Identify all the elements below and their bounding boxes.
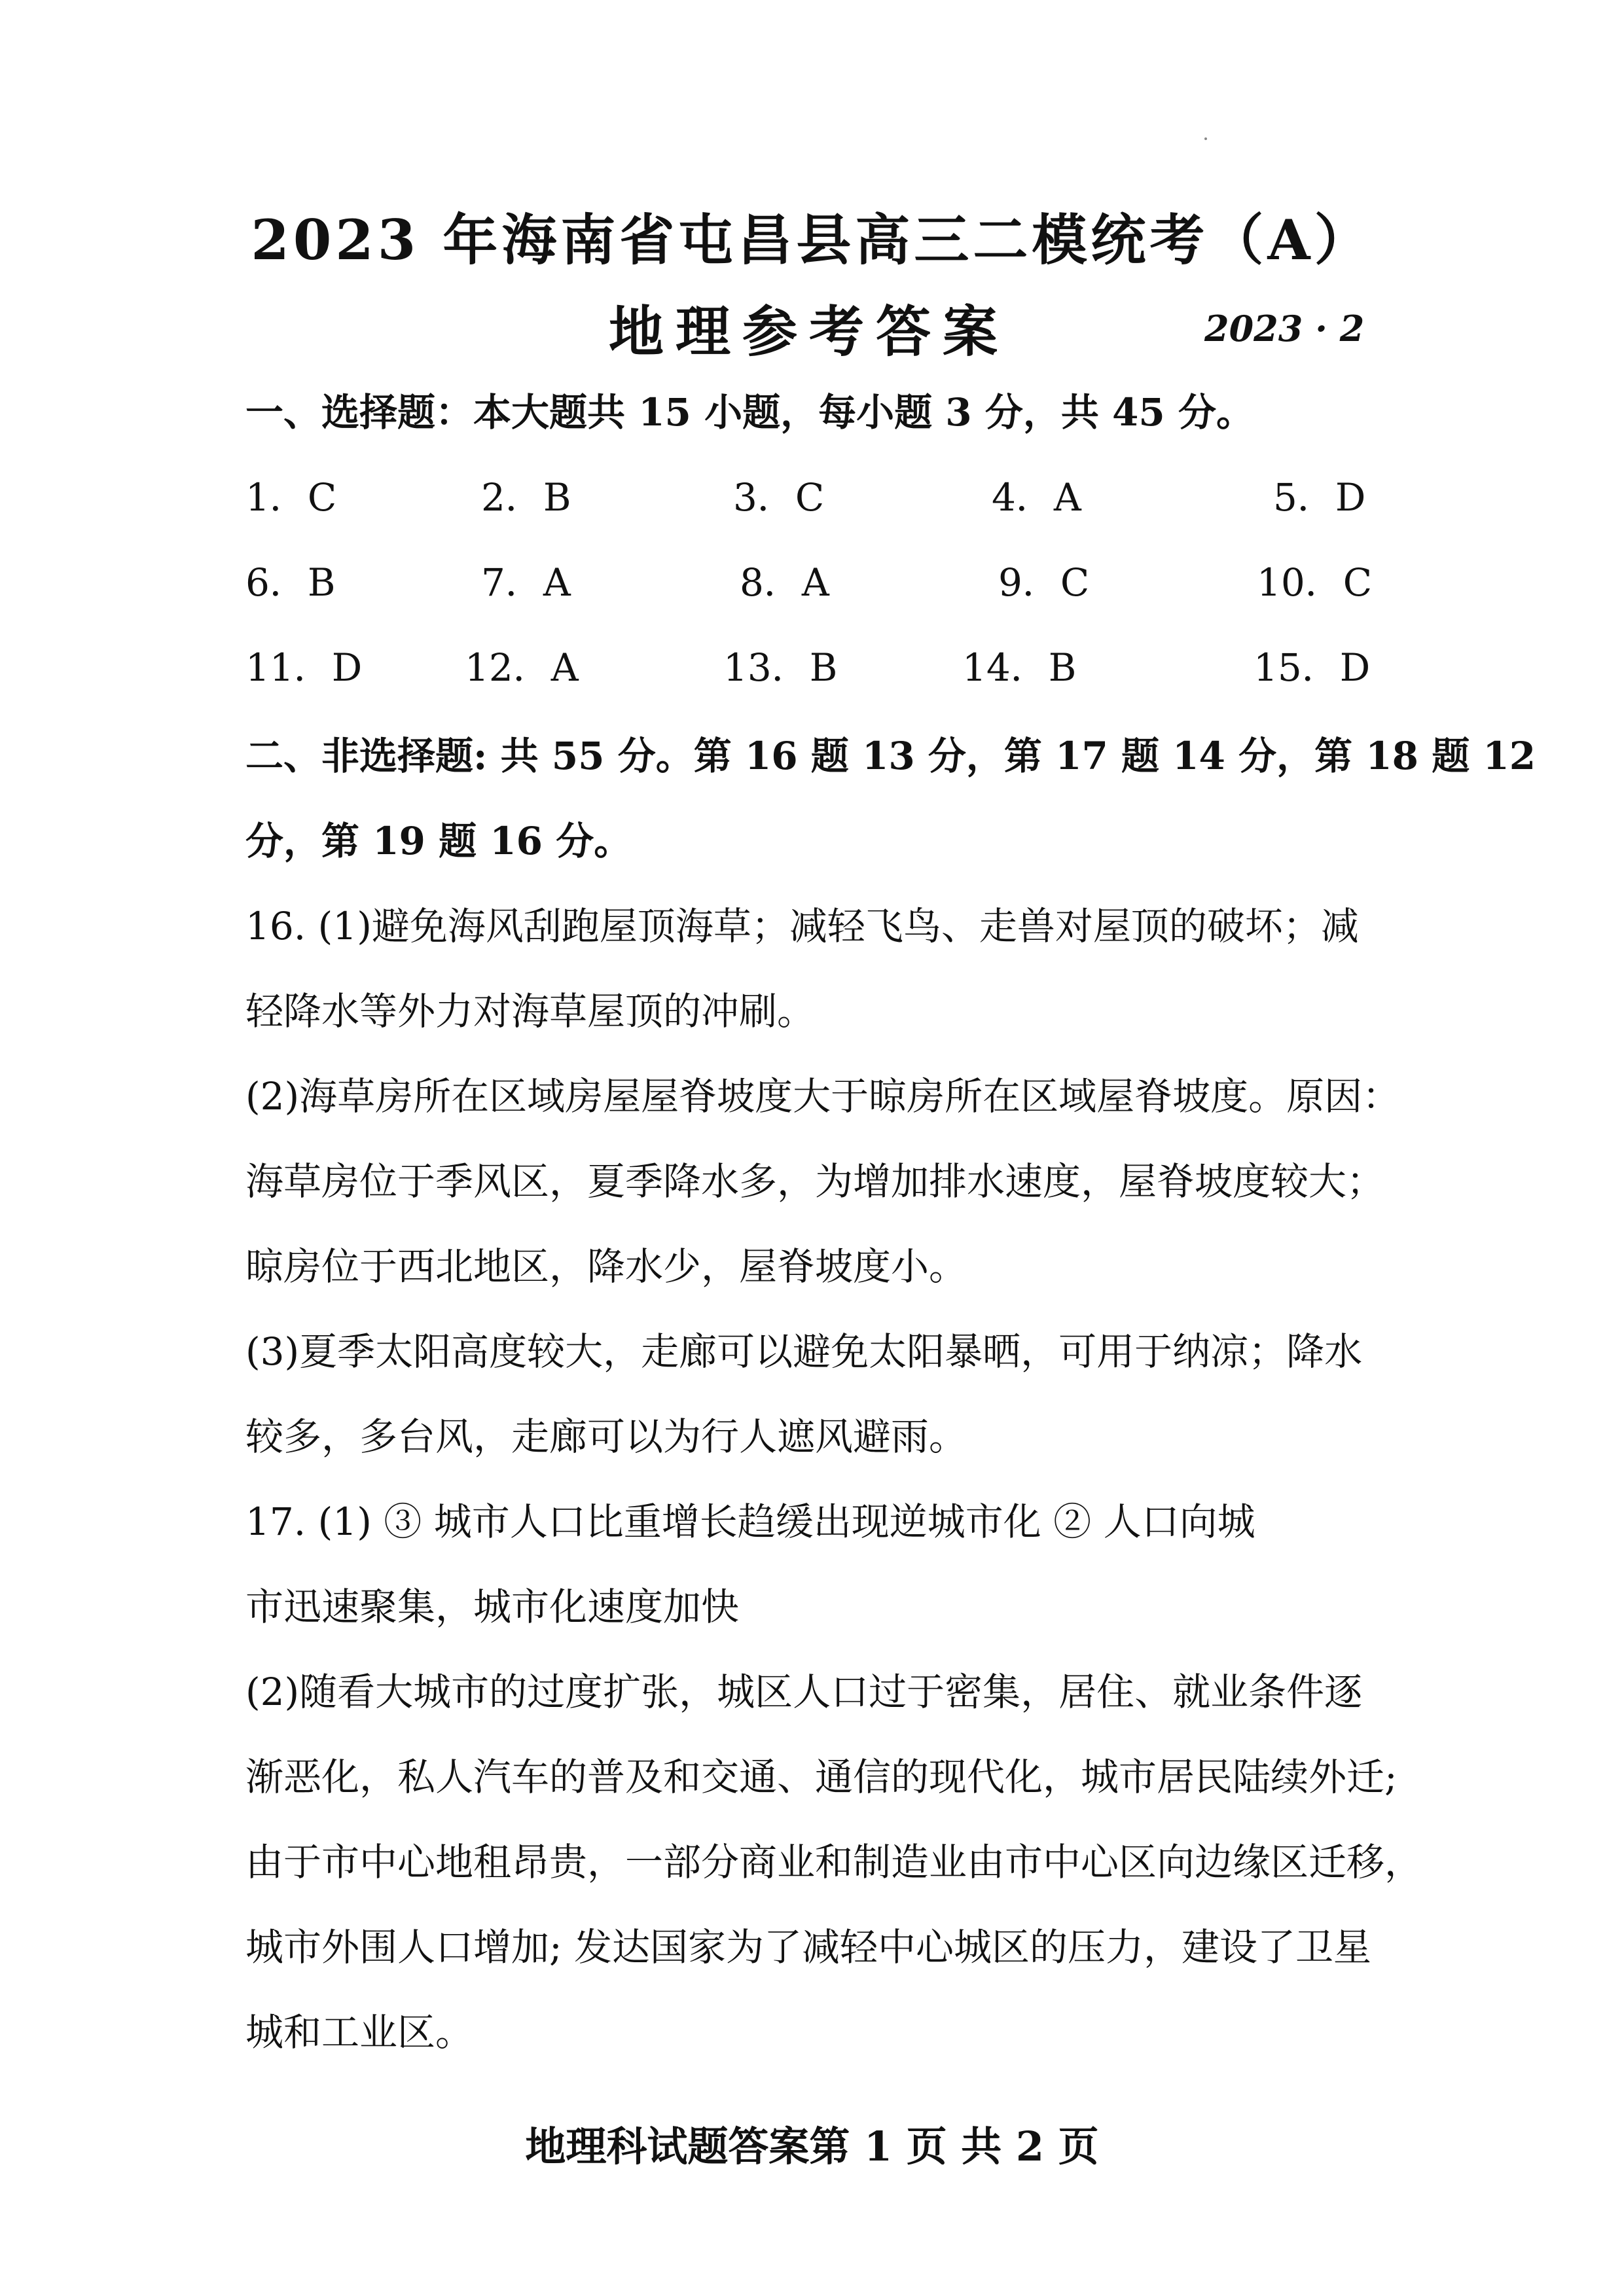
answer-14: 14．B [962,645,1077,690]
answer-10: 10．C [1257,560,1373,605]
q17-part2-line2: 渐恶化，私人汽车的普及和交通、通信的现代化，城市居民陆续外迁; [245,1755,1398,1799]
q17-part1-line1: 17. (1) ③ 城市人口比重增长趋缓出现逆城市化 ② 人口向城 [245,1499,1255,1544]
answer-1: 1．C [245,475,337,520]
section2-heading-line2: 分，第 19 题 16 分。 [245,819,632,863]
section1-heading: 一、选择题：本大题共 15 小题，每小题 3 分，共 45 分。 [245,390,1254,435]
answer-5: 5．D [1273,475,1366,520]
q16-part2-line3: 晾房位于西北地区，降水少，屋脊坡度小。 [245,1244,967,1289]
q16-part2-line1: (2)海草房所在区域房屋屋脊坡度大于晾房所在区域屋脊坡度。原因： [245,1074,1401,1119]
page-subtitle: 地理参考答案 [609,299,1010,364]
exam-date: 2023 · 2 [1204,308,1365,350]
q17-part2-line4: 城市外围人口增加; 发达国家为了减轻中心城区的压力，建设了卫星 [245,1925,1371,1969]
q17-part2-line3: 由于市中心地租昂贵，一部分商业和制造业由市中心区向边缘区迁移， [245,1840,1423,1884]
q16-part3-line1: (3)夏季太阳高度较大，走廊可以避免太阳暴晒，可用于纳凉；降水 [245,1329,1363,1374]
answer-12: 12．A [465,645,579,690]
answer-11: 11．D [245,645,363,690]
page-footer: 地理科试题答案第 1 页 共 2 页 [525,2123,1099,2170]
page-title: 2023 年海南省屯昌县高三二模统考（A） [251,207,1373,272]
answer-2: 2．B [481,475,571,520]
q17-part1-line2: 市迅速聚集，城市化速度加快 [245,1585,740,1629]
q17-part2-line1: (2)随看大城市的过度扩张，城区人口过于密集，居住、就业条件逐 [245,1670,1363,1714]
answer-6: 6．B [245,560,336,605]
answer-9: 9．C [998,560,1090,605]
answer-3: 3．C [733,475,825,520]
answer-15: 15．D [1254,645,1371,690]
section2-heading-line1: 二、非选择题: 共 55 分。第 16 题 13 分，第 17 题 14 分，第 18 题 12 [245,734,1536,778]
q16-part2-line2: 海草房位于季风区，夏季降水多，为增加排水速度，屋脊坡度较大； [245,1159,1385,1204]
q17-part2-line5: 城和工业区。 [245,2010,474,2054]
q16-part1-line2: 轻降水等外力对海草屋顶的冲刷。 [245,989,816,1033]
answer-7: 7．A [481,560,571,605]
answer-4: 4．A [992,475,1081,520]
answer-8: 8．A [740,560,829,605]
q16-part3-line2: 较多，多台风，走廊可以为行人遮风避雨。 [245,1414,967,1459]
scan-speck [1204,137,1207,140]
answer-13: 13．B [723,645,838,690]
q16-part1-line1: 16. (1)避免海风刮跑屋顶海草；减轻飞鸟、走兽对屋顶的破坏；减 [245,904,1359,948]
